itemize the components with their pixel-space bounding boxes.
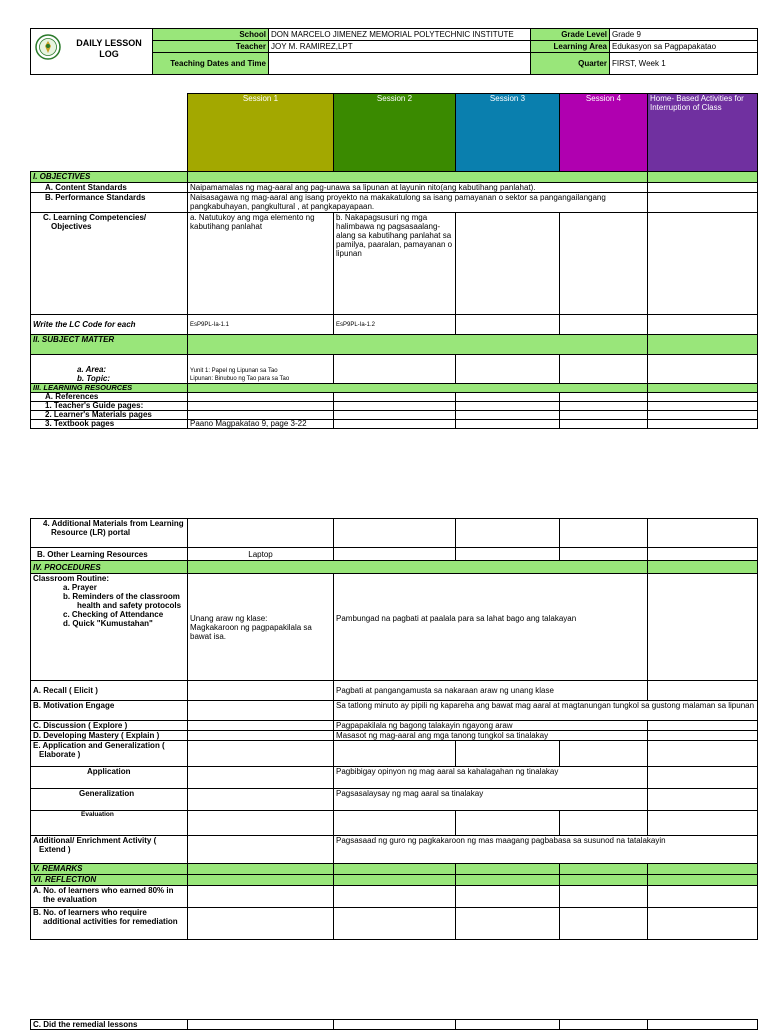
rc-s3 [456,1020,560,1030]
session-1-header: Session 1 [188,94,334,172]
performance-standards-home [648,193,758,213]
learning-resources-heading: III. LEARNING RESOURCES [31,384,188,393]
classroom-routine-cell [31,574,188,681]
am-s2 [334,519,456,548]
subject-heading-fill-home [648,335,758,355]
ag-s4 [560,741,648,767]
tg-s1 [188,402,334,411]
lc-code-home [648,315,758,335]
session-3-header: Session 3 [456,94,560,172]
teaching-dates-value [269,53,531,75]
tb-s2 [334,420,456,429]
learners-materials-label: 2. Learner's Materials pages [31,411,188,420]
ref-f4 [560,875,648,886]
ref-f1 [188,875,334,886]
resources-heading-fill [188,384,648,393]
discussion-value: Pagpapakilala ng bagong talakayin ngayong araw [334,721,648,731]
school-seal-icon [35,34,61,60]
procedures-heading-fill-home [648,561,758,574]
rem-f1 [188,864,334,875]
ev-s4 [560,811,648,836]
school-label: School [153,29,269,41]
references-s3 [456,393,560,402]
additional-enrichment-label: Additional/ Enrichment Activity ( Extend ) [31,836,188,864]
reflection-heading: VI. REFLECTION [31,875,188,886]
learning-area-label: Learning Area [531,41,610,53]
rb-s2 [334,908,456,940]
rb-home [648,908,758,940]
lc-code-session-2: EsP9PL-Ia-1.2 [334,315,456,335]
ref-f3 [456,875,560,886]
or-s4 [560,548,648,561]
add-s1 [188,836,334,864]
document-title: DAILY LESSON LOG [76,38,142,59]
recall-value: Pagbati at pangangamusta sa nakaraan araw ng unang klase [334,681,648,701]
content-standards-label: A. Content Standards [31,183,188,193]
lesson-table-page2 [30,518,758,940]
subject-home [648,355,758,384]
routine-session-2: Pambungad na pagbati at paalala para sa lahat bago ang talakayan [334,574,648,681]
am-s3 [456,519,560,548]
references-s1 [188,393,334,402]
lm-s3 [456,411,560,420]
ref-f2 [334,875,456,886]
lc-code-session-1: EsP9PL-Ia-1.1 [188,315,334,335]
lc-code-session-4 [560,315,648,335]
school-logo-cell [31,29,153,75]
rc-home [648,1020,758,1030]
routine-home [648,574,758,681]
textbook-pages-value: Paano Magpakatao 9, page 3-22 [188,420,334,429]
rem-f4 [560,864,648,875]
subject-values [188,355,334,384]
competency-session-3 [456,213,560,315]
mastery-home [648,731,758,741]
discussion-s1 [188,721,334,731]
or-s3 [456,548,560,561]
reflection-b-label: B. No. of learners who require additional activities for remediation [31,908,188,940]
lm-s4 [560,411,648,420]
or-home [648,548,758,561]
rc-s4 [560,1020,648,1030]
area-value: Yunit 1: Papel ng Lipunan sa Tao [190,368,278,374]
session-header-row [31,94,758,172]
reflection-c-label: C. Did the remedial lessons [31,1020,188,1030]
subject-session-4 [560,355,648,384]
routine-attendance: c. Checking of Attendance [63,610,164,619]
ra-s2 [334,886,456,908]
additional-enrichment-value: Pagsasaad ng guro ng pagkakaroon ng mas maagang pagbabasa sa susunod na tatalakayin [334,836,758,864]
recall-home [648,681,758,701]
application-label: Application [31,767,188,789]
am-s1 [188,519,334,548]
rem-f2 [334,864,456,875]
references-s2 [334,393,456,402]
objectives-heading: I. OBJECTIVES [31,172,188,183]
competency-session-1: a. Natutukoy ang mga elemento ng kabutihang panlahat [188,213,334,315]
references-s4 [560,393,648,402]
motivation-s1 [188,701,334,721]
mastery-value: Masasot ng mag-aaral ang mga tanong tungkol sa tinalakay [334,731,648,741]
ag-s2 [334,741,456,767]
header-table [30,28,758,75]
application-generalization-label: E. Application and Generalization ( Elaborate ) [31,741,188,767]
remarks-heading: V. REMARKS [31,864,188,875]
gen-home [648,789,758,811]
procedures-heading-fill [188,561,648,574]
grade-level-label: Grade Level [531,29,610,41]
references-home [648,393,758,402]
content-standards-value: Naipamamalas ng mag-aaral ang pag-unawa sa lipunan at layunin nito(ang kabutihang panlahat). [188,183,648,193]
objectives-heading-fill-home [648,172,758,183]
lm-home [648,411,758,420]
rb-s4 [560,908,648,940]
quarter-value: FIRST, Week 1 [610,53,758,75]
tg-s4 [560,402,648,411]
teacher-value: JOY M. RAMIREZ,LPT [269,41,531,53]
gen-s1 [188,789,334,811]
tg-s2 [334,402,456,411]
application-value: Pagbibigay opinyon ng mag aaral sa kahalagahan ng tinalakay [334,767,648,789]
textbook-pages-label: 3. Textbook pages [31,420,188,429]
ra-s3 [456,886,560,908]
motivation-value: Sa tatlong minuto ay pipili ng kapareha ang bawat mag aaral at magtanungan tungkol sa gustong malaman sa lipunan [334,701,758,721]
tg-s3 [456,402,560,411]
teacher-label: Teacher [153,41,269,53]
tg-home [648,402,758,411]
generalization-value: Pagsasalaysay ng mag aaral sa tinalakay [334,789,648,811]
competency-session-4 [560,213,648,315]
lc-code-label: Write the LC Code for each [31,315,188,335]
recall-s1 [188,681,334,701]
routine-session-1: Unang araw ng klase: Magkakaroon ng pagpapakilala sa bawat isa. [188,574,334,681]
discussion-label: C. Discussion ( Explore ) [31,721,188,731]
evaluation-label: Evaluation [31,811,188,836]
ag-home [648,741,758,767]
ag-s3 [456,741,560,767]
tb-s3 [456,420,560,429]
ag-s1 [188,741,334,767]
mastery-s1 [188,731,334,741]
area-label: a. Area: [77,365,107,374]
competency-home [648,213,758,315]
teachers-guide-label: 1. Teacher's Guide pages: [31,402,188,411]
rem-f5 [648,864,758,875]
ev-home [648,811,758,836]
other-resources-value: Laptop [188,548,334,561]
rem-f3 [456,864,560,875]
routine-reminders: b. Reminders of the classroom health and safety protocols [63,592,182,610]
lesson-table-page1 [30,93,758,429]
objectives-heading-fill [188,172,648,183]
grade-level-value: Grade 9 [610,29,758,41]
ev-s1 [188,811,334,836]
school-value: DON MARCELO JIMENEZ MEMORIAL POLYTECHNIC INSTITUTE [269,29,531,41]
subject-labels [31,355,188,384]
tb-home [648,420,758,429]
session-4-header: Session 4 [560,94,648,172]
app-home [648,767,758,789]
home-based-header: Home- Based Activities for Interruption of Class [648,94,758,172]
lesson-table-page3 [30,1019,758,1030]
content-standards-home [648,183,758,193]
references-label: A. References [31,393,188,402]
additional-materials-label: 4. Additional Materials from Learning Resource (LR) portal [31,519,188,548]
competency-session-2: b. Nakapagsusuri ng mga halimbawa ng pagsasaalang-alang sa kabutihang panlahat sa pamilya, paaralan, pamayanan o lipunan [334,213,456,315]
rb-s1 [188,908,334,940]
generalization-label: Generalization [31,789,188,811]
lm-s1 [188,411,334,420]
routine-kumustahan: d. Quick "Kumustahan" [63,619,153,628]
performance-standards-value: Naisasagawa ng mag-aaral ang isang proyekto na makakatulong sa isang pamayanan o sektor sa pangangailangang pangkabuhayan, pangkultural , at pangkapayapaan. [188,193,648,213]
learning-area-value: Edukasyon sa Pagpapakatao [610,41,758,53]
or-s2 [334,548,456,561]
lc-code-session-3 [456,315,560,335]
ra-home [648,886,758,908]
rc-s1 [188,1020,334,1030]
routine-prayer: a. Prayer [63,583,97,592]
classroom-routine-label: Classroom Routine: [33,574,110,583]
ref-f5 [648,875,758,886]
ev-s3 [456,811,560,836]
subject-session-3 [456,355,560,384]
subject-session-2 [334,355,456,384]
lm-s2 [334,411,456,420]
ev-s2 [334,811,456,836]
procedures-heading: IV. PROCEDURES [31,561,188,574]
ra-s1 [188,886,334,908]
teaching-dates-label: Teaching Dates and Time [153,53,269,75]
resources-heading-fill-home [648,384,758,393]
discussion-home [648,721,758,731]
topic-label: b. Topic: [77,374,111,383]
competencies-label: C. Learning Competencies/ Objectives [31,213,188,315]
quarter-label: Quarter [531,53,610,75]
performance-standards-label: B. Performance Standards [31,193,188,213]
rc-s2 [334,1020,456,1030]
motivation-label: B. Motivation Engage [31,701,188,721]
rb-s3 [456,908,560,940]
mastery-label: D. Developing Mastery ( Explain ) [31,731,188,741]
am-home [648,519,758,548]
topic-value: Lipunan: Binubuo ng Tao para sa Tao [190,376,290,382]
other-resources-label: B. Other Learning Resources [31,548,188,561]
subject-heading-fill [188,335,648,355]
subject-matter-heading: II. SUBJECT MATTER [31,335,188,355]
session-header-blank [31,94,188,172]
session-2-header: Session 2 [334,94,456,172]
tb-s4 [560,420,648,429]
am-s4 [560,519,648,548]
recall-label: A. Recall ( Elicit ) [31,681,188,701]
ra-s4 [560,886,648,908]
reflection-a-label: A. No. of learners who earned 80% in the evaluation [31,886,188,908]
app-s1 [188,767,334,789]
